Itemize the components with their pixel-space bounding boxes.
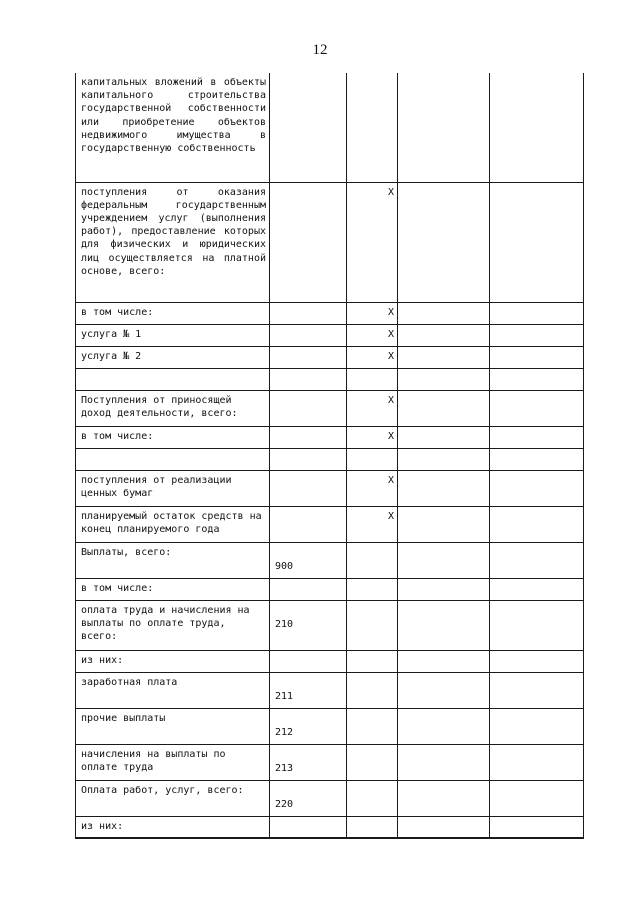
code-cell: 900 xyxy=(270,542,347,578)
value-cell xyxy=(490,73,584,182)
mark-cell xyxy=(347,672,398,708)
value-cell xyxy=(490,744,584,780)
code-cell xyxy=(270,426,347,448)
code-cell: 220 xyxy=(270,780,347,816)
value-cell xyxy=(398,426,490,448)
table-row xyxy=(76,672,584,708)
code-cell xyxy=(270,470,347,506)
table-row xyxy=(76,578,584,600)
code-cell xyxy=(270,73,347,182)
value-cell xyxy=(490,578,584,600)
code-cell xyxy=(270,346,347,368)
mark-cell xyxy=(347,542,398,578)
code-cell: 210 xyxy=(270,600,347,650)
indicator-name: планируемый остаток средств на конец планируемого года xyxy=(76,506,270,542)
value-cell xyxy=(490,426,584,448)
mark-cell xyxy=(347,650,398,672)
indicator-name: капитальных вложений в объекты капитального строительства государственной собственности или приобретение объектов недвижимого имущества в государственную собственность xyxy=(76,73,270,182)
value-cell xyxy=(398,73,490,182)
code-cell xyxy=(270,302,347,324)
code-cell xyxy=(270,448,347,470)
table-row xyxy=(76,302,584,324)
indicator-name: поступления от оказания федеральным государственным учреждением услуг (выполнения работ), предоставление которых для физических и юридических лиц осуществляется на платной основе, всего: xyxy=(76,182,270,302)
table-row xyxy=(76,744,584,780)
value-cell xyxy=(490,470,584,506)
mark-cell: X xyxy=(347,346,398,368)
code-cell xyxy=(270,506,347,542)
table-row xyxy=(76,448,584,470)
code-cell: 213 xyxy=(270,744,347,780)
table-row xyxy=(76,506,584,542)
value-cell xyxy=(398,672,490,708)
table-row xyxy=(76,780,584,816)
code-cell xyxy=(270,816,347,838)
mark-cell: X xyxy=(347,182,398,302)
value-cell xyxy=(398,650,490,672)
value-cell xyxy=(490,816,584,838)
mark-cell: X xyxy=(347,302,398,324)
indicator-name: в том числе: xyxy=(76,302,270,324)
code-cell xyxy=(270,182,347,302)
mark-cell: X xyxy=(347,470,398,506)
value-cell xyxy=(398,390,490,426)
table-row xyxy=(76,600,584,650)
table-row xyxy=(76,390,584,426)
mark-cell: X xyxy=(347,506,398,542)
value-cell xyxy=(490,368,584,390)
code-cell xyxy=(270,324,347,346)
value-cell xyxy=(490,448,584,470)
indicator-name: услуга № 1 xyxy=(76,324,270,346)
table-row xyxy=(76,708,584,744)
value-cell xyxy=(490,390,584,426)
table-row xyxy=(76,324,584,346)
mark-cell: X xyxy=(347,324,398,346)
mark-cell xyxy=(347,744,398,780)
table-row xyxy=(76,368,584,390)
value-cell xyxy=(398,346,490,368)
value-cell xyxy=(398,324,490,346)
indicator-name xyxy=(76,368,270,390)
value-cell xyxy=(398,302,490,324)
value-cell xyxy=(490,600,584,650)
page-number: 12 xyxy=(312,42,328,58)
value-cell xyxy=(398,470,490,506)
value-cell xyxy=(490,780,584,816)
mark-cell: X xyxy=(347,426,398,448)
indicator-name xyxy=(76,448,270,470)
mark-cell: X xyxy=(347,390,398,426)
value-cell xyxy=(398,448,490,470)
value-cell xyxy=(490,650,584,672)
mark-cell xyxy=(347,368,398,390)
indicator-name: Оплата работ, услуг, всего: xyxy=(76,780,270,816)
value-cell xyxy=(490,302,584,324)
value-cell xyxy=(398,708,490,744)
mark-cell xyxy=(347,780,398,816)
mark-cell xyxy=(347,578,398,600)
code-cell: 212 xyxy=(270,708,347,744)
table-row xyxy=(76,816,584,838)
table-row xyxy=(76,346,584,368)
indicator-name: из них: xyxy=(76,816,270,838)
mark-cell xyxy=(347,816,398,838)
value-cell xyxy=(490,324,584,346)
value-cell xyxy=(398,780,490,816)
value-cell xyxy=(398,542,490,578)
mark-cell xyxy=(347,73,398,182)
code-cell xyxy=(270,578,347,600)
table-row xyxy=(76,650,584,672)
indicator-name: в том числе: xyxy=(76,426,270,448)
indicator-name: оплата труда и начисления на выплаты по оплате труда, всего: xyxy=(76,600,270,650)
table-row xyxy=(76,470,584,506)
table-row xyxy=(76,182,584,302)
value-cell xyxy=(490,708,584,744)
value-cell xyxy=(398,182,490,302)
value-cell xyxy=(398,506,490,542)
mark-cell xyxy=(347,448,398,470)
code-cell xyxy=(270,368,347,390)
table-row xyxy=(76,542,584,578)
value-cell xyxy=(398,816,490,838)
table-row xyxy=(76,73,584,182)
value-cell xyxy=(490,506,584,542)
indicator-name: в том числе: xyxy=(76,578,270,600)
indicator-name: Поступления от приносящей доход деятельности, всего: xyxy=(76,390,270,426)
value-cell xyxy=(398,578,490,600)
code-cell xyxy=(270,390,347,426)
indicator-name: Выплаты, всего: xyxy=(76,542,270,578)
value-cell xyxy=(398,600,490,650)
value-cell xyxy=(490,672,584,708)
indicator-name: заработная плата xyxy=(76,672,270,708)
table-row xyxy=(76,426,584,448)
value-cell xyxy=(490,542,584,578)
value-cell xyxy=(398,744,490,780)
indicator-name: поступления от реализации ценных бумаг xyxy=(76,470,270,506)
code-cell: 211 xyxy=(270,672,347,708)
financial-plan-table xyxy=(75,73,584,839)
mark-cell xyxy=(347,708,398,744)
indicator-name: услуга № 2 xyxy=(76,346,270,368)
value-cell xyxy=(398,368,490,390)
indicator-name: прочие выплаты xyxy=(76,708,270,744)
value-cell xyxy=(490,182,584,302)
indicator-name: начисления на выплаты по оплате труда xyxy=(76,744,270,780)
mark-cell xyxy=(347,600,398,650)
code-cell xyxy=(270,650,347,672)
indicator-name: из них: xyxy=(76,650,270,672)
value-cell xyxy=(490,346,584,368)
